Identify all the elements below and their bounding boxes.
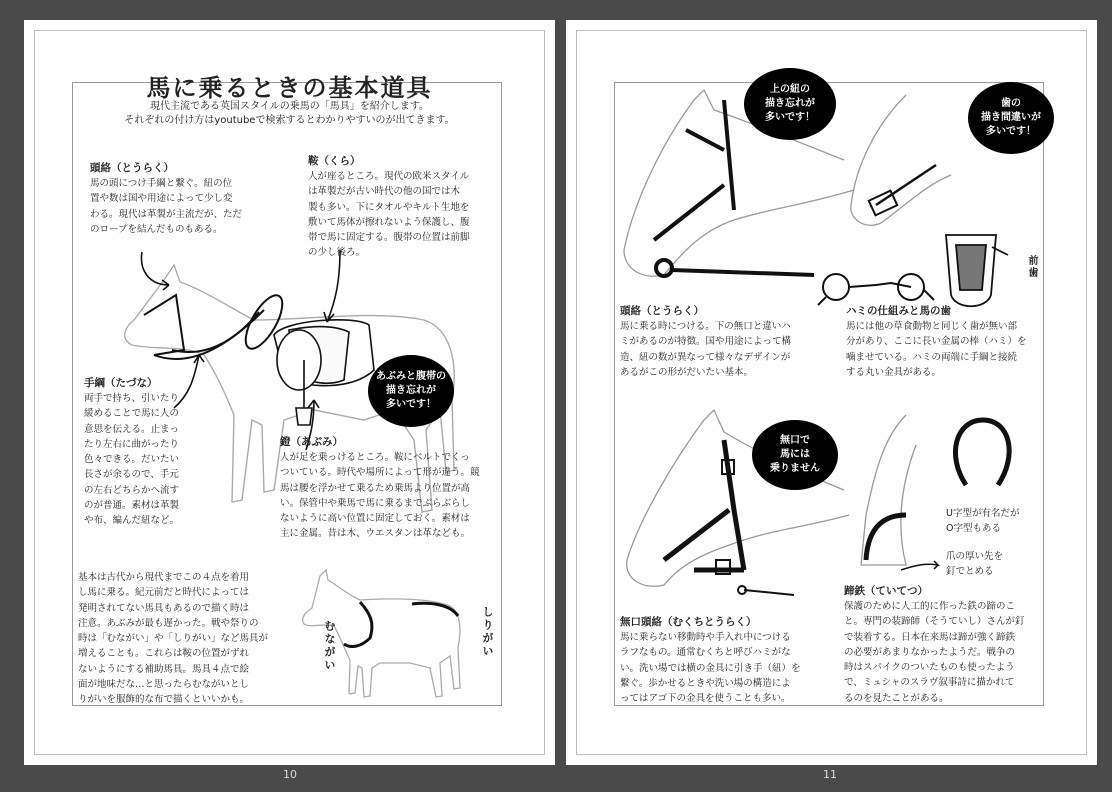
bubble-line: 乗りません: [770, 463, 820, 474]
bridle-heading: 頭絡（とうらく）: [620, 305, 704, 317]
basics-text: [78, 570, 268, 708]
right-page: [566, 20, 1097, 765]
bubble-line: 無口で: [780, 435, 810, 446]
text-line: 保護のために人工的に作った鉄の蹄のこ: [844, 601, 1016, 612]
saddle-heading: 鞍（くら）: [308, 155, 361, 167]
text-line: 馬に乗らない移動時や手入れ中につける: [620, 632, 791, 643]
text-line: ないように高い位置に固定しておく。素材は: [280, 513, 470, 525]
text-line: のが普通。素材は革製: [84, 500, 180, 512]
text-line: 面が地味だな…と思ったらむながいとし: [78, 679, 250, 691]
horseshoe-heading: 蹄鉄（ていてつ）: [844, 585, 928, 597]
text-line: 主に金属。昔は木、ウエスタンは革なども。: [280, 528, 471, 540]
text-line: 発明されてない馬具もあるので描く時は: [78, 602, 250, 614]
text-line: ラフなもの。通常むくちと呼びハミがな: [620, 647, 791, 659]
intro-line: それぞれの付け方はyoutubeで検索するとわかりやすいのが出てきます。: [124, 115, 455, 126]
text-line: の左右どちらかへ流す: [84, 484, 180, 496]
horseshoe-shape-note: [946, 506, 1019, 536]
bubble-line: 描き忘れが: [386, 385, 436, 396]
text-line: 基本は古代から現代までこの４点を着用: [78, 572, 250, 583]
text-line: あるがこの形がだいたい基本。: [620, 366, 754, 378]
text-line: 緩めることで馬に人の: [84, 408, 180, 420]
tip-bubble-top-strap: [744, 68, 836, 140]
tip-bubble-stirrup: [368, 355, 454, 427]
text-line: と。専門の装蹄師（そうていし）さんが釘: [844, 616, 1025, 628]
label-char: 前: [1026, 255, 1037, 267]
note-line: 釘でとめる: [946, 566, 994, 577]
text-line: 時は「むながい」や「しりがい」など馬具が: [78, 633, 269, 645]
text-line: 分があり、ここに長い金属の棒（ハミ）を: [846, 336, 1027, 348]
nail-note: [946, 549, 1003, 579]
hoof-horseshoe-illustration: [846, 415, 1036, 590]
stirrup-text: [280, 450, 480, 542]
text-line: ついている。時代や場所によって形が違う。競: [280, 467, 480, 479]
page-number-left: 10: [283, 768, 297, 781]
intro-text: [84, 100, 495, 128]
munagai-label: むながい: [323, 620, 336, 672]
halter-heading: 無口頭絡（むくちとうらく）: [620, 616, 757, 628]
reins-heading: 手綱（たづな）: [84, 377, 158, 389]
text-line: わる。現代は革製が主流だが、ただ: [90, 208, 243, 220]
text-line: や布、編んだ紐など。: [84, 515, 180, 527]
bubble-line: 上の紐の: [770, 84, 810, 95]
bubble-line: 描き忘れが: [765, 98, 815, 109]
bubble-line: 多いです！: [986, 126, 1036, 137]
bubble-line: 馬には: [780, 449, 810, 460]
text-line: るのを見たことがある。: [844, 692, 949, 704]
saddle-text: [308, 169, 470, 261]
text-line: 両手で持ち、引いたり: [84, 393, 180, 404]
text-line: ってはアゴ下の金具を使うことも多い。: [620, 693, 791, 705]
text-line: の必要があまりなかったようだ。戦争の: [844, 646, 1016, 658]
text-line: 色々できる。だいたい: [84, 454, 180, 466]
text-line: ないようにする補助馬具。馬具４点で絵: [78, 663, 250, 675]
text-line: 敷いて馬体が擦れないよう保護し、腹: [308, 216, 470, 228]
horseshoe-text: [844, 599, 1025, 706]
halter-text: [620, 630, 801, 706]
text-line: の少し後ろ。: [308, 247, 366, 259]
bubble-line: 多いです！: [386, 399, 436, 410]
bridle-text: [620, 319, 791, 380]
text-line: 置や数は国や用途によって少し変: [90, 193, 233, 205]
bubble-line: 描き間違いが: [981, 112, 1041, 123]
note-line: 爪の厚い先を: [946, 551, 1004, 562]
text-line: 製も多い。下にタオルやキルト生地を: [308, 201, 470, 213]
text-line: 馬には他の草食動物と同じく歯が無い部: [846, 321, 1018, 332]
text-line: 帯で馬に固定する。腹帯の位置は前脚: [308, 232, 470, 244]
tip-bubble-teeth: [968, 82, 1054, 154]
text-line: い。保管中や乗馬で馬に乗るまでぶらぶらし: [280, 497, 471, 509]
text-line: で装着する。日本在来馬は蹄が強く蹄鉄: [844, 631, 1016, 643]
text-line: りがいを服飾的な布で描くといいかも。: [78, 694, 250, 706]
text-line: 馬は腰を浮かせて乗るため乗馬より位置が高: [280, 482, 471, 494]
bridle-text: [90, 176, 242, 237]
text-line: し馬に乗る。紀元前だと時代によっては: [78, 587, 250, 599]
bit-heading: ハミの仕組みと馬の歯: [846, 305, 951, 317]
text-line: は革製だが古い時代の他の国では木: [308, 186, 461, 198]
text-line: 造、紐の数が異なって様々なデザインが: [620, 351, 791, 363]
text-line: 時はスパイクのついたものも使ったよう: [844, 662, 1015, 674]
text-line: 注意。あぶみが最も遅かった。戦や祭りの: [78, 617, 259, 629]
bubble-line: 多いです！: [765, 112, 815, 123]
text-line: い。洗い場では横の金具に引き手（紐）を: [620, 662, 801, 674]
bridle-heading: 頭絡（とうらく）: [90, 162, 174, 174]
page-number-right: 11: [823, 768, 837, 781]
reins-text: [84, 391, 179, 529]
muzzle-bit-illustration: [846, 95, 956, 235]
page-title: 馬に乗るときの基本道具: [146, 74, 433, 102]
text-line: 増えることも。これらは鞍の位置がずれ: [78, 648, 250, 660]
tip-bubble-halter: [752, 420, 838, 490]
intro-line: 現代主流である英国スタイルの乗馬の「馬具」を紹介します。: [150, 101, 429, 112]
text-line: 人が座るところ。現代の欧米スタイル: [308, 171, 470, 182]
text-line: 長さが余るので、手元: [84, 469, 179, 481]
stirrup-heading: 鐙（あぶみ）: [280, 436, 343, 448]
bubble-line: あぶみと腹帯の: [376, 371, 446, 382]
text-line: 意思を伝える。止まっ: [84, 423, 180, 435]
label-char: 歯: [1026, 267, 1037, 279]
shirigai-label: しりがい: [481, 606, 494, 658]
note-line: U字型が有名だが: [946, 508, 1020, 519]
bubble-line: 歯の: [1001, 98, 1021, 109]
front-teeth-label: [1024, 255, 1039, 279]
text-line: 馬に乗る時につける。下の無口と違いハ: [620, 321, 791, 332]
text-line: のロープを結んだものもある。: [90, 223, 223, 235]
text-line: たり左右に曲がったり: [84, 438, 180, 450]
text-line: 繋ぐ。歩かせるときや洗い場の構造によ: [620, 677, 791, 689]
text-line: する丸い金具がある。: [846, 366, 942, 378]
text-line: で、ミュシャのスラヴ叙事詩に描かれて: [844, 677, 1015, 689]
bit-text: [846, 319, 1027, 380]
text-line: 人が足を乗っけるところ。鞍にベルトでくっ: [280, 452, 470, 463]
text-line: 噛ませている。ハミの両端に手綱と接続: [846, 351, 1018, 363]
text-line: 馬の頭につけ手綱と繋ぐ。紐の位: [90, 178, 233, 189]
text-line: ミがあるのが特徴。国や用途によって構: [620, 336, 792, 348]
left-page: [24, 20, 555, 765]
note-line: O字型もある: [946, 523, 1001, 534]
